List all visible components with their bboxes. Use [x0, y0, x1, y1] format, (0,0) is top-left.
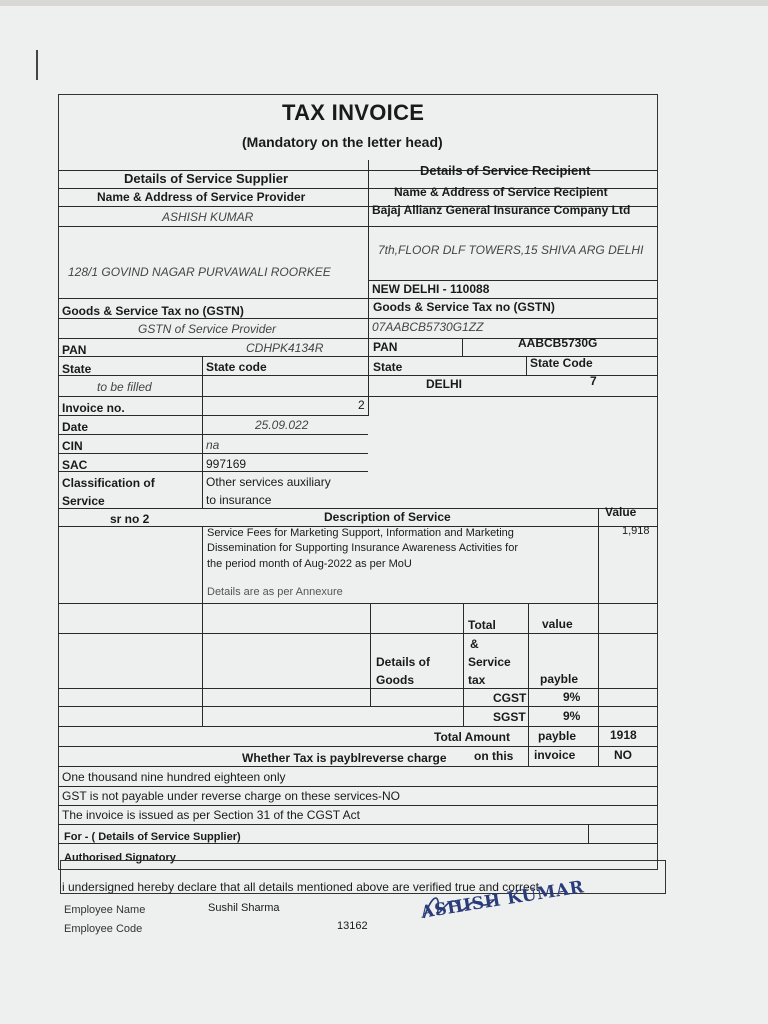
rule	[528, 603, 529, 766]
recipient-gstn-value: 07AABCB5730G1ZZ	[372, 320, 484, 334]
sac-value: 997169	[206, 457, 247, 471]
classification-value-1: Other services auxiliary	[206, 475, 331, 489]
classification-label-1: Classification of	[62, 476, 155, 490]
recipient-section-label: Details of Service Recipient	[420, 163, 591, 178]
recipient-state-label: State	[373, 360, 403, 374]
rule	[58, 824, 658, 825]
rule	[58, 603, 658, 604]
cin-value: na	[206, 438, 220, 452]
rule	[58, 453, 368, 454]
recipient-state-value: DELHI	[426, 377, 462, 391]
supplier-pan-label: PAN	[62, 343, 87, 357]
scan-mark	[36, 50, 38, 80]
rule	[58, 805, 658, 806]
rule	[526, 356, 527, 375]
authorised-signatory: Authorised Signatory	[64, 852, 176, 864]
tax-label: tax	[468, 673, 486, 687]
rule	[58, 766, 658, 767]
signature: ASHISH KUMAR	[419, 877, 586, 923]
recipient-state-code-label: State Code	[530, 356, 593, 370]
cgst-rate: 9%	[563, 690, 581, 704]
ampersand: &	[470, 637, 479, 651]
for-supplier-label: For - ( Details of Service Supplier)	[64, 831, 241, 843]
description-line-1: Service Fees for Marketing Support, Information and Marketing	[207, 527, 514, 539]
total-payble-label: payble	[538, 729, 577, 743]
invoice-no: 2	[358, 398, 365, 412]
employee-name: Sushil Sharma	[208, 902, 280, 914]
on-this-label: on this	[474, 749, 514, 763]
rule	[58, 706, 658, 707]
supplier-name-label: Name & Address of Service Provider	[97, 190, 306, 204]
date-value: 25.09.022	[255, 418, 309, 432]
recipient-state-code-value: 7	[590, 374, 597, 388]
supplier-gstn-value: GSTN of Service Provider	[138, 322, 277, 336]
rule	[58, 318, 658, 319]
rule	[58, 434, 368, 435]
tax-value-label: value	[542, 617, 573, 631]
value-label: Value	[605, 505, 637, 519]
invoice-title: TAX INVOICE	[282, 100, 425, 125]
declaration-text: i undersigned hereby declare that all details mentioned above are verified true and correct	[62, 880, 539, 894]
sac-label: SAC	[62, 458, 88, 472]
rule	[368, 160, 369, 396]
supplier-gstn-label: Goods & Service Tax no (GSTN)	[62, 304, 244, 318]
rule	[588, 824, 589, 843]
employee-code: 13162	[337, 920, 368, 932]
rule	[58, 471, 368, 472]
recipient-name-label: Name & Address of Service Recipient	[394, 185, 608, 199]
service-label: Service	[468, 655, 511, 669]
supplier-state-value: to be filled	[97, 380, 152, 394]
rule	[368, 396, 369, 416]
section-31-note: The invoice is issued as per Section 31 of the CGST Act	[62, 808, 360, 822]
annexure-note: Details are as per Annexure	[207, 586, 343, 598]
sr-no-label: sr no 2	[110, 512, 150, 526]
reverse-charge-note: GST is not payable under reverse charge on these services-NO	[62, 789, 400, 803]
description-label: Description of Service	[324, 510, 451, 524]
rule	[58, 633, 658, 634]
total-amount-label: Total Amount	[434, 730, 510, 744]
recipient-name: Bajaj Allianz General Insurance Company Ltd	[372, 203, 631, 217]
cgst-label: CGST	[493, 691, 527, 705]
rule	[58, 415, 368, 416]
date-label: Date	[62, 420, 89, 434]
recipient-address: 7th,FLOOR DLF TOWERS,15 SHIVA ARG DELHI	[378, 243, 644, 257]
service-value: 1,918	[622, 525, 650, 537]
rule	[58, 786, 658, 787]
recipient-pan-value: AABCB5730G	[518, 336, 598, 350]
details-of-goods-1: Details of	[376, 655, 431, 669]
rule	[462, 338, 463, 356]
cin-label: CIN	[62, 439, 83, 453]
invoice-word: invoice	[534, 748, 576, 762]
invoice-subtitle: (Mandatory on the letter head)	[242, 134, 443, 150]
supplier-section-label: Details of Service Supplier	[124, 171, 289, 186]
rule	[58, 726, 658, 727]
reverse-charge-label: Whether Tax is payblreverse charge	[242, 751, 447, 765]
rule	[58, 298, 658, 299]
supplier-state-label: State	[62, 362, 92, 376]
payble-label: payble	[540, 672, 579, 686]
rule	[58, 375, 658, 376]
details-of-goods-2: Goods	[376, 673, 414, 687]
rule	[202, 526, 203, 726]
rule	[58, 226, 658, 227]
classification-label-2: Service	[62, 494, 105, 508]
supplier-address: 128/1 GOVIND NAGAR PURVAWALI ROORKEE	[68, 265, 331, 279]
supplier-pan-value: CDHPK4134R	[246, 341, 324, 355]
supplier-name: ASHISH KUMAR	[162, 210, 254, 224]
rule	[598, 508, 599, 766]
total-amount-value: 1918	[610, 728, 637, 742]
sgst-rate: 9%	[563, 709, 581, 723]
paper-edge	[0, 0, 768, 6]
supplier-state-code-label: State code	[206, 360, 267, 374]
rule	[370, 603, 371, 706]
recipient-city: NEW DELHI - 110088	[372, 282, 490, 296]
total-label: Total	[468, 618, 496, 632]
employee-code-label: Employee Code	[64, 923, 143, 935]
rule	[202, 356, 203, 508]
classification-value-2: to insurance	[206, 493, 272, 507]
description-line-2: Dissemination for Supporting Insurance Awareness Activities for	[207, 542, 519, 554]
description-line-3: the period month of Aug-2022 as per MoU	[207, 558, 412, 570]
rule	[463, 603, 464, 726]
sgst-label: SGST	[493, 710, 526, 724]
recipient-pan-label: PAN	[373, 340, 398, 354]
employee-name-label: Employee Name	[64, 904, 146, 916]
reverse-charge-value: NO	[614, 748, 632, 762]
recipient-gstn-label: Goods & Service Tax no (GSTN)	[373, 300, 555, 314]
invoice-no-label: Invoice no.	[62, 401, 125, 415]
amount-in-words: One thousand nine hundred eighteen only	[62, 770, 286, 784]
